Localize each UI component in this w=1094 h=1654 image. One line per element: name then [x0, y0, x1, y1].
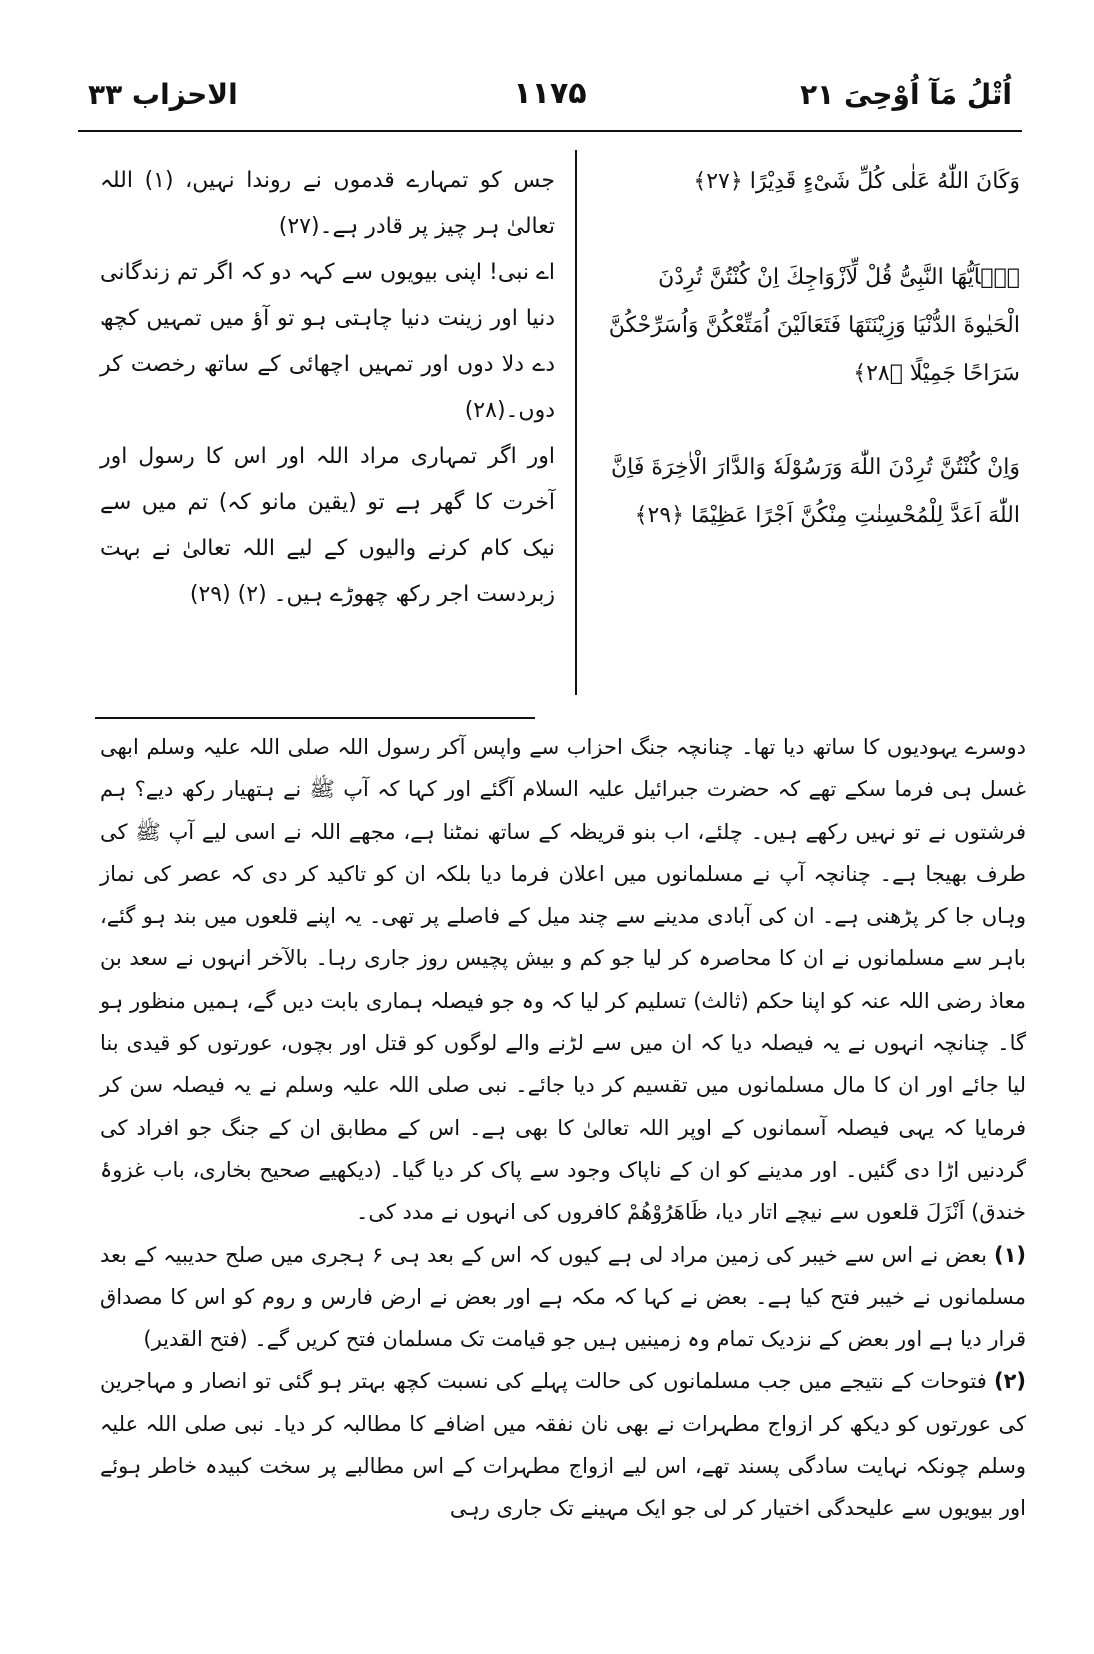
- arabic-verse-28: یٰۤاَیُّهَا النَّبِیُّ قُلْ لِّاَزْوَاجِكَ اِنْ كُنْتُنَّ تُرِدْنَ الْحَیٰوةَ الدُّنْیَا وَزِیْنَتَهَا فَتَعَالَیْنَ اُمَتِّعْكُنَّ وَاُسَرِّحْكُنَّ سَرَاحًا جَمِیْلًا ﴿۲۸﴾: [608, 265, 1020, 386]
- translation-verse-27: جس کو تمہارے قدموں نے روندا نہیں، (۱) اللہ تعالیٰ ہر چیز پر قادر ہے۔(۲۷): [100, 168, 555, 239]
- urdu-translation-column: [100, 158, 555, 618]
- page-number: ۱۱۷۵: [513, 76, 587, 111]
- column-divider: [575, 150, 577, 695]
- commentary-section: [100, 726, 1026, 1530]
- translation-verse-28: اے نبی! اپنی بیویوں سے کہہ دو کہ اگر تم زندگانی دنیا اور زینت دنیا چاہتی ہو تو آؤ میں تمہیں کچھ دے دلا دوں اور تمہیں اچھائی کے ساتھ رخصت کر دوں۔(۲۸): [100, 260, 555, 423]
- footnote-2-number: (۲): [993, 1369, 1026, 1394]
- footnote-1-number: (۱): [993, 1242, 1026, 1267]
- arabic-text-column: [595, 158, 1020, 586]
- footnote-divider: [95, 717, 535, 719]
- header-divider: [78, 130, 1022, 132]
- arabic-verse-27: وَكَانَ اللّٰهُ عَلٰى كُلِّ شَیْءٍ قَدِیْرًا ﴿۲۷﴾: [693, 169, 1020, 194]
- commentary-paragraph: دوسرے یہودیوں کا ساتھ دیا تھا۔ چنانچہ جنگ احزاب سے واپس آکر رسول اللہ صلی اللہ علیہ وسلم ابھی غسل ہی فرما سکے تھے کہ حضرت جبرائیل علیہ السلام آگئے اور کہا کہ آپ ﷺ نے ہتھیار رکھ دیے؟ ہم فرشتوں نے تو نہیں رکھے ہیں۔ چلئے، اب بنو قریظہ کے ساتھ نمٹنا ہے، مجھے اللہ نے اسی لیے آپ ﷺ کی طرف بھیجا ہے۔ چنانچہ آپ نے مسلمانوں میں اعلان فرما دیا بلکہ ان کو تاکید کر دی کہ عصر کی نماز وہاں جا کر پڑھنی ہے۔ ان کی آبادی مدینے سے چند میل کے فاصلے پر تھی۔ یہ اپنے قلعوں میں بند ہو گئے، باہر سے مسلمانوں نے ان کا محاصرہ کر لیا جو کم و بیش پچیس روز جاری رہا۔ بالآخر انہوں نے سعد بن معاذ رضی اللہ عنہ کو اپنا حکم (ثالث) تسلیم کر لیا کہ وہ جو فیصلہ ہماری بابت دیں گے، ہمیں منظور ہو گا۔ چنانچہ انہوں نے یہ فیصلہ دیا کہ ان میں سے لڑنے والے لوگوں کو قتل اور بچوں، عورتوں کو قیدی بنا لیا جائے اور ان کا مال مسلمانوں میں تقسیم کر دیا جائے۔ نبی صلی اللہ علیہ وسلم نے یہ فیصلہ سن کر فرمایا کہ یہی فیصلہ آسمانوں کے اوپر اللہ تعالیٰ کا بھی ہے۔ اس کے مطابق ان کے جنگ جو افراد کی گردنیں اڑا دی گئیں۔ اور مدینے کو ان کے ناپاک وجود سے پاک کر دیا گیا۔ (دیکھیے صحیح بخاری، باب غزوۂ خندق) اَنْزَلَ قلعوں سے نیچے اتار دیا، ظَاهَرُوْهُمْ کافروں کی انہوں نے مدد کی۔: [100, 735, 1026, 1225]
- translation-verse-29: اور اگر تمہاری مراد اللہ اور اس کا رسول اور آخرت کا گھر ہے تو (یقین مانو کہ) تم میں سے نیک کام کرنے والیوں کے لیے اللہ تعالیٰ نے بہت زبردست اجر رکھ چھوڑے ہیں۔ (۲) (۲۹): [100, 444, 555, 607]
- footnote-2: [100, 1360, 1026, 1529]
- para-name: اُتْلُ مَآ اُوْحِیَ ۲۱: [800, 78, 1012, 111]
- footnote-1: [100, 1234, 1026, 1361]
- arabic-verse-29: وَاِنْ كُنْتُنَّ تُرِدْنَ اللّٰهَ وَرَسُوْلَهٗ وَالدَّارَ الْاٰخِرَةَ فَاِنَّ اللّٰهَ اَعَدَّ لِلْمُحْسِنٰتِ مِنْكُنَّ اَجْرًا عَظِیْمًا ﴿۲۹﴾: [610, 455, 1020, 528]
- surah-name: الاحزاب ۳۳: [88, 78, 238, 111]
- footnote-1-text: بعض نے اس سے خیبر کی زمین مراد لی ہے کیوں کہ اس کے بعد ہی ۶ ہجری میں صلح حدیبیہ کے بعد مسلمانوں نے خیبر فتح کیا ہے۔ بعض نے کہا کہ مکہ ہے اور بعض نے ارض فارس و روم کو اس کا مصداق قرار دیا ہے اور بعض کے نزدیک تمام وہ زمینیں ہیں جو قیامت تک مسلمان فتح کریں گے۔ (فتح القدیر): [100, 1242, 1026, 1352]
- footnote-2-text: فتوحات کے نتیجے میں جب مسلمانوں کی حالت پہلے کی نسبت کچھ بہتر ہو گئی تو انصار و مہاجرین کی عورتوں کو دیکھ کر ازواج مطہرات نے بھی نان نفقہ میں اضافے کا مطالبہ کر دیا۔ نبی صلی اللہ علیہ وسلم چونکہ نہایت سادگی پسند تھے، اس لیے ازواج مطہرات کے اس مطالبے پر سخت کبیدہ خاطر ہوئے اور بیویوں سے علیحدگی اختیار کر لی جو ایک مہینے تک جاری رہی: [100, 1369, 1026, 1521]
- page-header: [78, 70, 1022, 126]
